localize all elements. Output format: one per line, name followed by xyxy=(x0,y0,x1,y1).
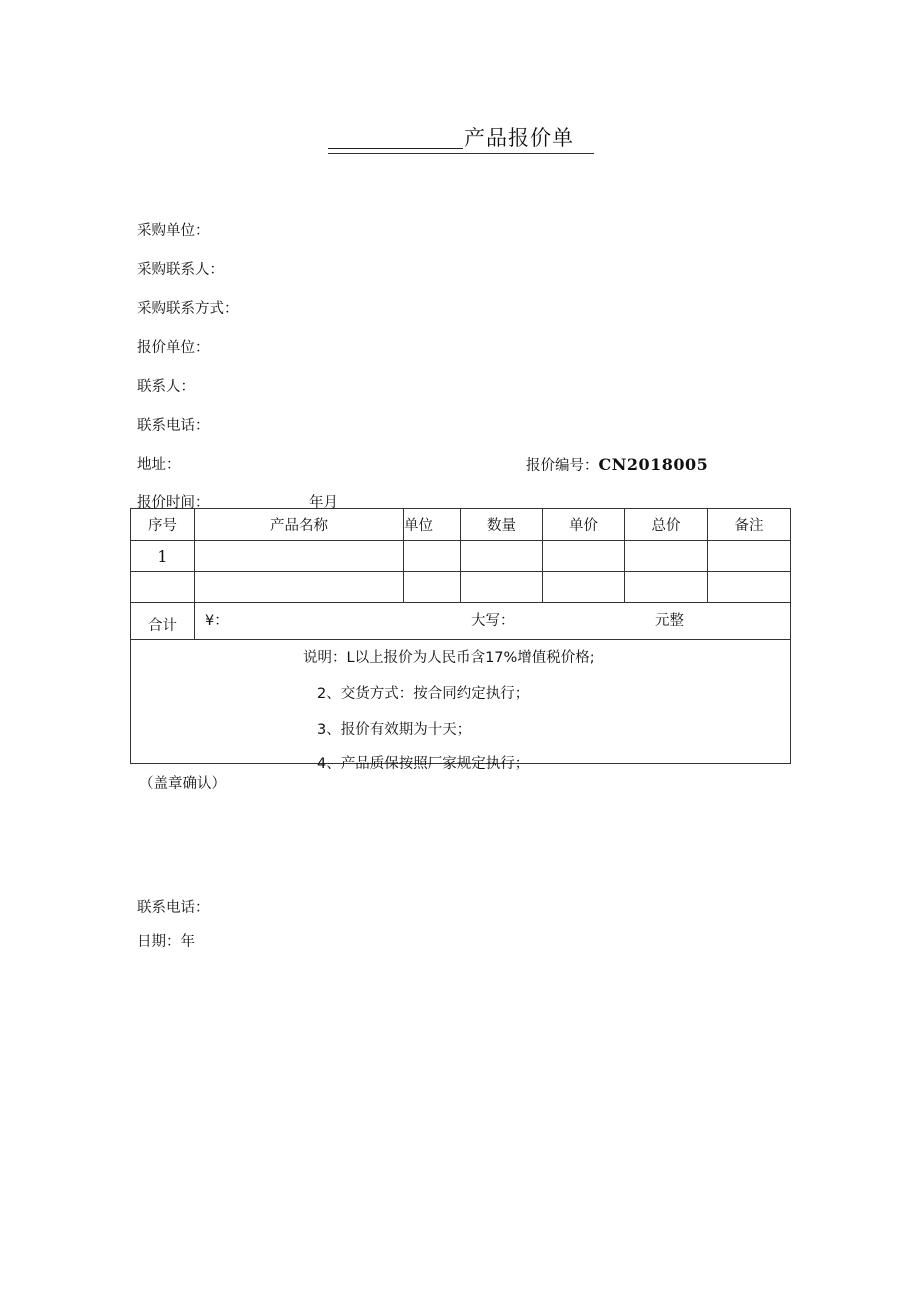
notes-row xyxy=(131,640,791,764)
total-yuan: 元整 xyxy=(655,613,684,629)
table-cell xyxy=(543,572,625,603)
table-cell xyxy=(625,572,708,603)
total-capital-label: 大写： xyxy=(471,613,515,629)
footer-phone: 联系电话： xyxy=(137,900,210,916)
field-buyer-contact: 采购联系人： xyxy=(137,262,224,278)
table-cell xyxy=(461,572,543,603)
header-cell: 单位 xyxy=(404,509,461,541)
table-row xyxy=(131,541,791,572)
quote-number-value: CN2018005 xyxy=(598,455,709,474)
total-label: 合计 xyxy=(131,603,195,640)
header-cell: 备注 xyxy=(708,509,791,541)
header-cell: 序号 xyxy=(131,509,195,541)
note-line: 2、交货方式：按合同约定执行； xyxy=(317,686,530,702)
table-cell: 1 xyxy=(131,541,195,572)
table-cell xyxy=(195,572,404,603)
quote-table xyxy=(130,508,791,772)
quote-number xyxy=(526,454,708,475)
table-cell xyxy=(195,541,404,572)
field-contact-phone: 联系电话： xyxy=(137,418,210,434)
note-line: 3、报价有效期为十天； xyxy=(317,722,472,738)
notes-cell xyxy=(131,640,791,772)
table-cell xyxy=(543,541,625,572)
table-cell xyxy=(708,572,791,603)
field-buyer-contact-method: 采购联系方式： xyxy=(137,301,239,317)
title-text: 产品报价单 xyxy=(464,126,574,150)
document-title xyxy=(328,120,594,154)
field-buyer-unit: 采购单位： xyxy=(137,223,210,239)
total-cell xyxy=(195,603,791,640)
table-cell xyxy=(404,572,461,603)
table-cell xyxy=(708,541,791,572)
title-blank-line xyxy=(328,148,463,149)
table-cell xyxy=(461,541,543,572)
table-cell xyxy=(404,541,461,572)
seal-confirm: （盖章确认） xyxy=(139,776,226,792)
header-cell: 单价 xyxy=(543,509,625,541)
note-line: 说明：L以上报价为人民币含17%增值税价格; xyxy=(303,650,595,666)
header-cell: 数量 xyxy=(461,509,543,541)
table-header-row xyxy=(131,509,791,541)
quote-time-label: 报价时间： xyxy=(137,495,210,511)
header-cell: 总价 xyxy=(625,509,708,541)
field-quote-unit: 报价单位： xyxy=(137,340,210,356)
table-cell xyxy=(131,572,195,603)
total-currency: ¥： xyxy=(205,613,229,629)
total-row xyxy=(131,603,791,640)
field-address: 地址： xyxy=(137,457,181,473)
footer-date: 日期：年 xyxy=(137,934,195,950)
table-cell xyxy=(625,541,708,572)
note-line: 4、产品质保按照厂家规定执行； xyxy=(317,756,530,772)
header-cell: 产品名称 xyxy=(195,509,404,541)
table-row xyxy=(131,572,791,603)
quote-time-year-month: 年月 xyxy=(309,495,338,511)
quote-number-label: 报价编号： xyxy=(526,458,599,474)
field-contact-person: 联系人： xyxy=(137,379,195,395)
